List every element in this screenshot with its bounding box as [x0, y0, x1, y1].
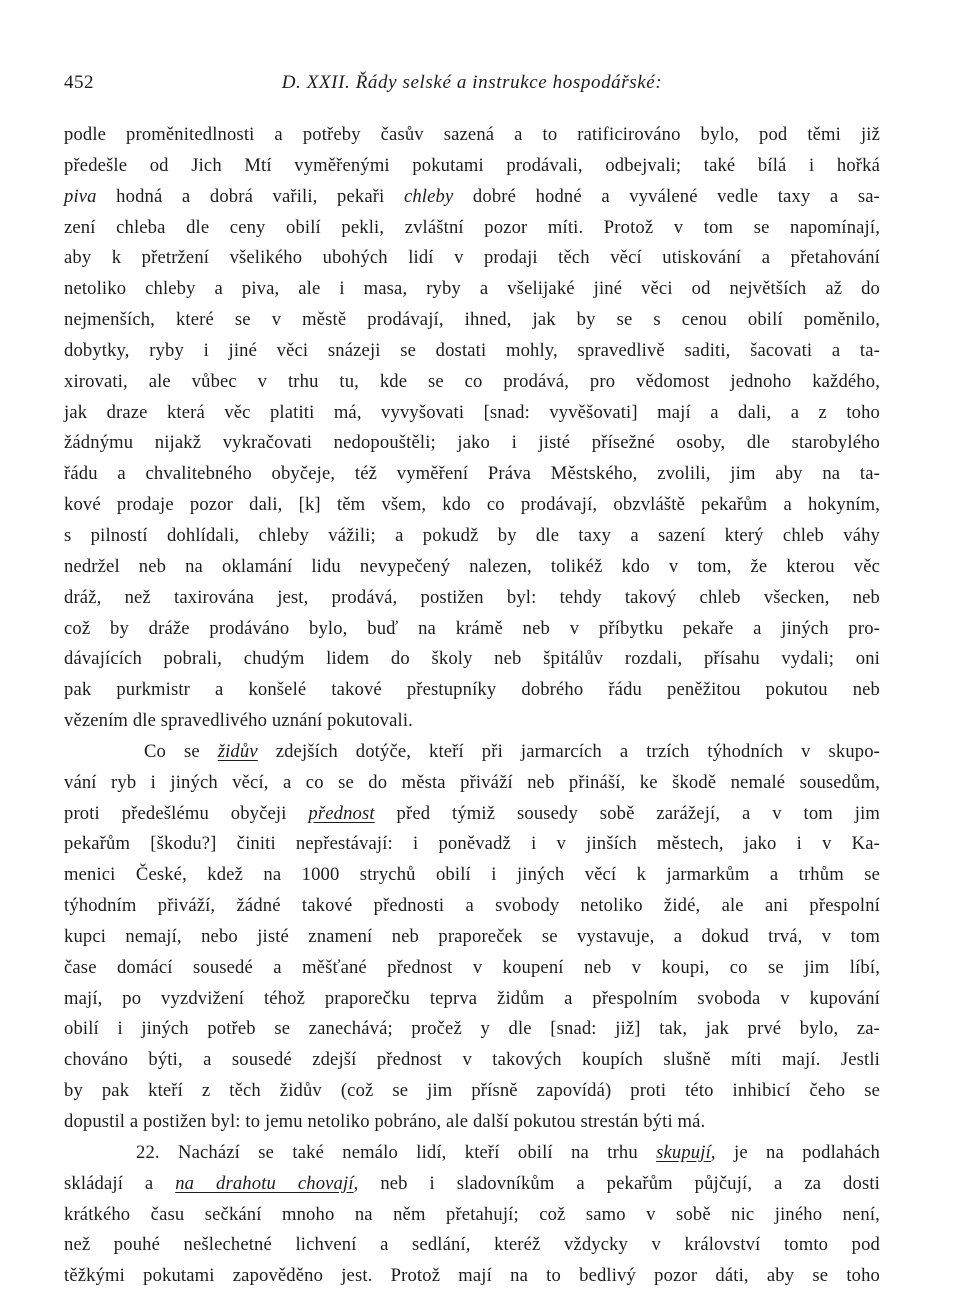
text-line: [64, 120, 880, 151]
text-line: [64, 829, 880, 860]
text-line: [64, 614, 880, 645]
text-line: [64, 182, 880, 213]
text-line: [64, 552, 880, 583]
text-line: [64, 737, 880, 768]
text-line: [64, 213, 880, 244]
text-line: [64, 428, 880, 459]
text-segment: než pouhé nešlechetné lichvení a sedlání, kteréž vždycky v království tomto pod: [64, 1234, 880, 1256]
emphasized-text: židův: [217, 740, 258, 762]
text-segment: , je na podlahách: [710, 1141, 880, 1163]
page-number: 452: [64, 72, 94, 93]
text-segment: krátkého času sečkání mnoho na něm přetahují; což samo v sobě nic jiného není,: [64, 1203, 880, 1225]
text-segment: kupci nemají, nebo jisté znamení neb praporeček se vystavuje, a dokud trvá, v tom: [64, 925, 880, 947]
text-segment: xirovati, ale vůbec v trhu tu, kde se co prodává, pro vědomost jednoho každého,: [64, 370, 880, 392]
text-segment: nedržel neb na oklamání lidu nevypečený nalezen, tolikéž kdo v tom, že kterou věc: [64, 555, 880, 577]
text-line: [64, 1261, 880, 1292]
text-segment: vání ryb i jiných věcí, a co se do města přiváží neb přináší, ke škodě nemalé sousedům,: [64, 771, 880, 793]
text-segment: hodná a dobrá vařili, pekaři: [96, 185, 404, 207]
text-segment: zení chleba dle ceny obilí pekli, zvláštní pozor míti. Protož v tom se napomínají,: [64, 216, 880, 238]
running-head: D. XXII. Řády selské a instrukce hospodářské:: [281, 72, 663, 93]
text-segment: proti předešlému obyčeji: [64, 802, 309, 824]
text-segment: pekařům [škodu?] činiti nepřestávají: i poněvadž i v jinších městech, jako i v Ka-: [64, 833, 880, 855]
emphasized-text: na drahotu chovají: [175, 1172, 354, 1194]
text-line: [64, 1045, 880, 1076]
text-segment: nejmenších, které se v městě prodávají, ihned, jak by se s cenou obilí poměnilo,: [64, 309, 880, 331]
text-segment: podle proměnitedlnosti a potřeby časův sazená a to ratificirováno bylo, pod těmi již: [64, 124, 880, 145]
text-line: [64, 151, 880, 182]
text-segment: , neb i sladovníkům a pekařům půjčují, a za dosti: [353, 1172, 880, 1194]
text-segment: skládají a: [64, 1172, 176, 1194]
text-segment: by pak kteří z těch židův (což se jim přísně zapovídá) proti této inhibicí čeho se: [64, 1080, 880, 1102]
text-segment: obilí i jiných potřeb se zanechává; pročež y dle [snad: již] tak, jak prvé bylo, za-: [64, 1018, 880, 1040]
text-segment: jak draze která věc platiti má, vyvyšovati [snad: vyvěšovati] mají a dali, a z toho: [64, 401, 880, 423]
text-segment: zdejších dotýče, kteří při jarmarcích a trzích týhodních v skupo-: [257, 740, 881, 762]
text-segment: vězením dle spravedlivého uznání pokutovali.: [64, 710, 413, 732]
text-line: [64, 1014, 880, 1045]
text-segment: před týmiž sousedy sobě zarážejí, a v tom jim: [374, 802, 881, 824]
text-line: [64, 336, 880, 367]
text-line: [64, 706, 880, 737]
text-line: [64, 922, 880, 953]
text-segment: čase domácí sousedé a měšťané přednost v koupení neb v koupi, co se jim líbí,: [64, 956, 880, 978]
text-segment: žádnýmu nijakž vykračovati nedopouštěli; jako i jisté přísežné osoby, dle starobylého: [64, 432, 880, 454]
text-segment: dávajících pobrali, chudým lidem do školy neb špitálův rozdali, přísahu vydali; oni: [64, 648, 880, 670]
text-segment: což by dráže prodáváno bylo, buď na krámě neb v příbytku pekaře a jiných pro-: [64, 617, 880, 639]
text-segment: chováno býti, a sousedé zdejší přednost v takových koupích slušně míti mají. Jestli: [64, 1049, 880, 1071]
text-line: [64, 398, 880, 429]
text-segment: těžkými pokutami zapověděno jest. Protož mají na to bedlivý pozor dáti, aby se toho: [64, 1265, 880, 1287]
text-segment: řádu a chvalitebného obyčeje, též vyměření Práva Městského, zvolili, jim aby na ta-: [64, 463, 880, 485]
text-segment: dobré hodné a vyválené vedle taxy a sa-: [453, 185, 880, 207]
text-segment: dobytky, ryby i jiné věci snázeji se dostati mohly, spravedlivě saditi, šacovati a ta-: [64, 339, 880, 361]
text-line: [64, 860, 880, 891]
emphasized-text: piva: [64, 185, 97, 207]
text-line: [64, 1138, 880, 1169]
text-line: [64, 984, 880, 1015]
text-line: [64, 459, 880, 490]
text-line: [64, 644, 880, 675]
text-line: [64, 1200, 880, 1231]
text-line: [64, 1107, 880, 1138]
text-segment: předešle od Jich Mtí vyměřenými pokutami prodávali, odbejvali; také bílá i hořká: [64, 154, 880, 176]
text-line: [64, 521, 880, 552]
text-line: [64, 367, 880, 398]
emphasized-text: přednost: [308, 802, 375, 824]
text-segment: 22. Nachází se také nemálo lidí, kteří obilí na trhu: [136, 1141, 657, 1163]
body-text: [64, 120, 880, 1292]
text-segment: dopustil a postižen byl: to jemu netoliko pobráno, ale další pokutou strestán býti má.: [64, 1111, 706, 1132]
emphasized-text: chleby: [403, 185, 454, 207]
text-line: [64, 583, 880, 614]
text-line: [64, 1230, 880, 1261]
emphasized-text: skupují: [656, 1141, 711, 1163]
text-segment: mají, po vyzdvižení téhož praporečku teprva židům a přespolním svoboda v kupování: [64, 987, 880, 1009]
text-line: [64, 953, 880, 984]
text-segment: dráž, než taxirována jest, prodává, postižen byl: tehdy takový chleb všecken, neb: [64, 586, 880, 608]
text-line: [64, 768, 880, 799]
text-segment: pak purkmistr a konšelé takové přestupníky dobrého řádu peněžitou pokutou neb: [64, 679, 880, 701]
text-line: [64, 799, 880, 830]
page-header: [64, 72, 880, 102]
text-line: [64, 1169, 880, 1200]
text-segment: týhodním přiváží, žádné takové přednosti a svobody netoliko židé, ale ani přespolní: [64, 895, 880, 917]
text-line: [64, 891, 880, 922]
text-line: [64, 243, 880, 274]
text-line: [64, 274, 880, 305]
text-segment: aby k přetržení všelikého ubohých lidí v prodaji těch věcí utiskování a přetahování: [64, 247, 880, 269]
text-line: [64, 675, 880, 706]
text-segment: netoliko chleby a piva, ale i masa, ryby a všelijaké jiné věci od největších až do: [64, 278, 880, 300]
text-line: [64, 490, 880, 521]
text-segment: menici České, kdež na 1000 strychů obilí i jiných věcí k jarmarkům a trhům se: [64, 864, 880, 886]
text-line: [64, 1076, 880, 1107]
text-segment: s pilností dohlídali, chleby vážili; a pokudž by dle taxy a sazení který chleb váhy: [64, 524, 880, 546]
text-segment: Co se: [144, 740, 218, 762]
text-segment: kové prodaje pozor dali, [k] těm všem, kdo co prodávají, obzvláště pekařům a hokyním,: [64, 494, 880, 516]
text-line: [64, 305, 880, 336]
